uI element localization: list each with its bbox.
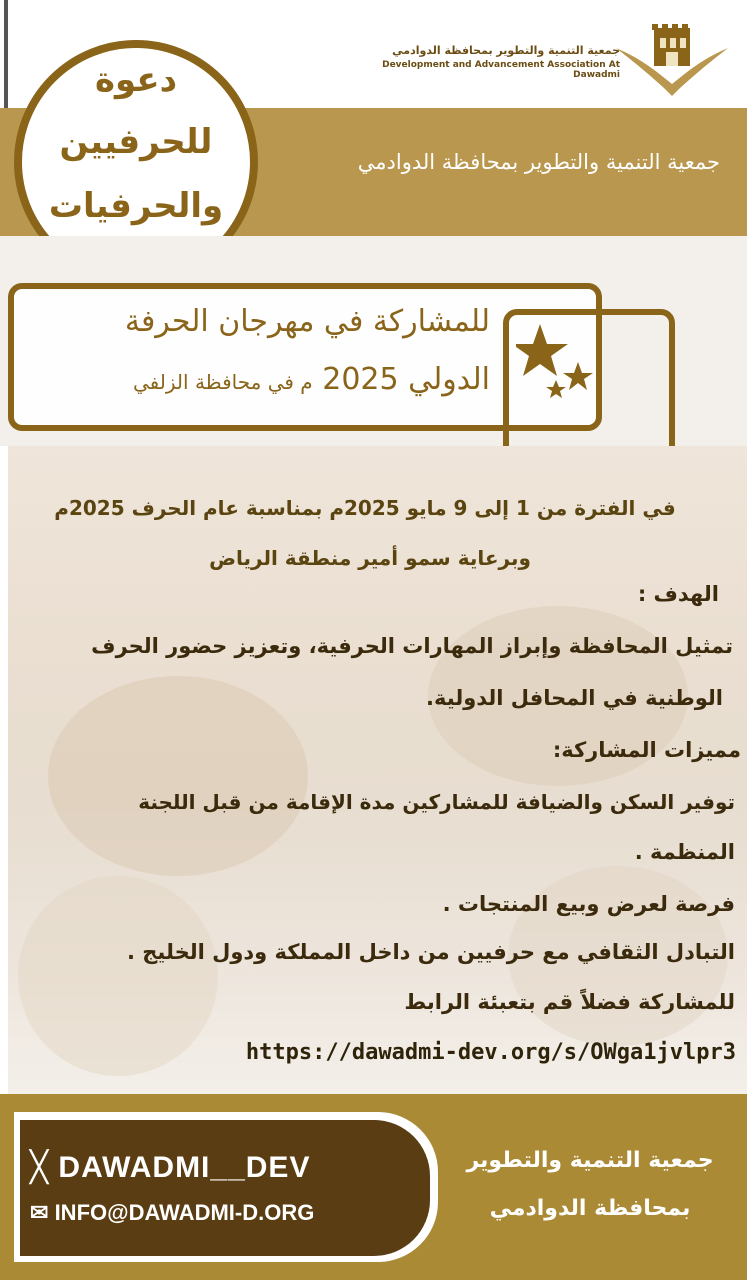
contact-card [20, 1120, 430, 1256]
badge-line-2: للحرفيين [59, 122, 213, 162]
event-patronage: وبرعاية سمو أمير منطقة الرياض [209, 546, 531, 570]
feature-1-line-1: توفير السكن والضيافة للمشاركين مدة الإقامة من قبل اللجنة [138, 790, 735, 814]
social-handle[interactable] [30, 1150, 430, 1185]
badge-line-3: والحرفيات [48, 186, 224, 226]
footer-org-line-1: جمعية التنمية والتطوير [466, 1148, 714, 1173]
fort-wings-logo-icon [612, 18, 732, 98]
email-text: INFO@DAWADMI-D.ORG [54, 1200, 315, 1225]
footer-org-line-2: بمحافظة الدوادمي [489, 1196, 691, 1221]
logo-english-name: Development and Advancement Association At Dawadmi [382, 60, 620, 80]
feature-1-line-2: المنظمة . [634, 840, 735, 864]
band-title: جمعية التنمية والتطوير بمحافظة الدوادمي [357, 150, 720, 174]
features-title: مميزات المشاركة: [552, 738, 741, 762]
email-contact[interactable] [30, 1200, 430, 1226]
stars-icon [516, 322, 606, 402]
badge-line-1: دعوة [94, 60, 178, 100]
x-logo-icon: ╳ [30, 1151, 50, 1184]
social-handle-text: DAWADMI__DEV [58, 1151, 311, 1184]
event-period: في الفترة من 1 إلى 9 مايو 2025م بمناسبة عام الحرف 2025م [54, 496, 676, 520]
festival-title-line-1: للمشاركة في مهرجان الحرفة [124, 304, 490, 339]
festival-location: م في محافظة الزلفي [133, 370, 313, 394]
festival-year: الدولي 2025 [322, 362, 490, 397]
logo-arabic-name: جمعية التنمية والتطوير بمحافظة الدوادمي [392, 44, 620, 57]
goal-line-1: تمثيل المحافظة وإبراز المهارات الحرفية، وتعزيز حضور الحرف [91, 634, 733, 658]
feature-2: فرصة لعرض وبيع المنتجات . [442, 892, 735, 916]
festival-title-line-2 [40, 362, 490, 397]
goal-title: الهدف : [637, 582, 719, 606]
call-to-action: للمشاركة فضلاً قم بتعبئة الرابط [404, 990, 735, 1014]
registration-link[interactable]: https://dawadmi-dev.org/s/OWga1jvlpr3 [245, 1040, 736, 1065]
goal-line-2: الوطنية في المحافل الدولية. [426, 686, 723, 710]
envelope-icon: ✉ [30, 1200, 49, 1225]
feature-3: التبادل الثقافي مع حرفيين من داخل المملكة ودول الخليج . [127, 940, 735, 964]
